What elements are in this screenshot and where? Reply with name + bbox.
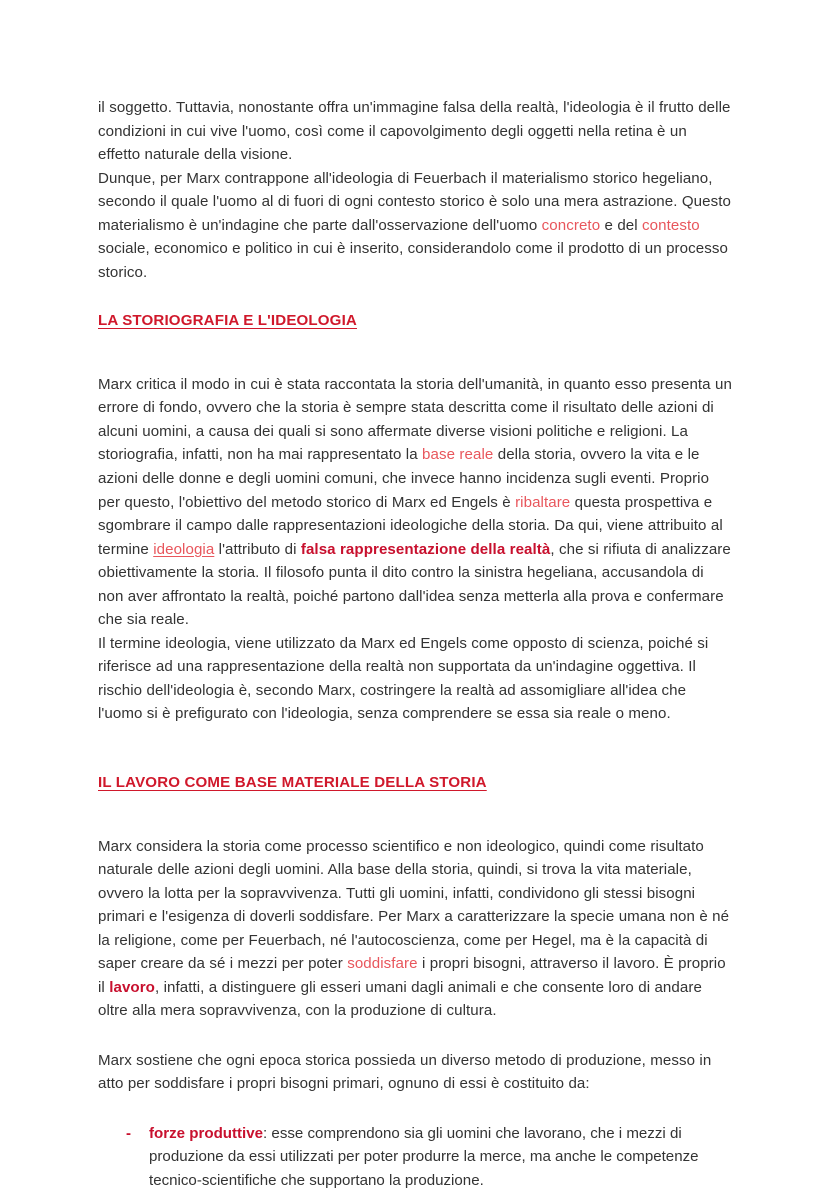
paragraph-intro-run-3: e del [600, 216, 643, 234]
paragraph-storiografia-run-5: , che si rifiuta di analizzare obiettivamente la storia. Il filosofo punta il dito contro la sinistra hegeliana, accusandola di non aver affrontato la realtà, poiché partono dall'idea senza metterla alla prova e confermare che sia reale. [98, 540, 731, 629]
spacer [98, 284, 732, 310]
paragraph-ideologia-scienza: Il termine ideologia, viene utilizzato da Marx ed Engels come opposto di scienza, poiché si riferisce ad una rappresentazione della realtà non supportata da un'indagine oggettiva. Il rischio dell'ideologia è, secondo Marx, costringere la realtà ad assomigliare all'idea che l'uomo si è prefigurato con l'ideologia, senza comprendere se essa sia reale o meno. [98, 634, 709, 723]
paragraph-lavoro-run-1: Marx considera la storia come processo scientifico e non ideologico, quindi come risultato naturale delle azioni degli uomini. Alla base della storia, quindi, si trova la vita materiale, ovvero la lotta per la sopravvivenza. Tutti gli uomini, infatti, condividono gli stessi bisogni primari e l'esigenza di doverli soddisfare. Per Marx a caratterizzare la specie umana non è né la religione, come per Feuerbach, né l'autocoscienza, come per Hegel, ma è la capacità di saper creare da sé i mezzi per poter [98, 837, 730, 973]
paragraph-intro-run-1: il soggetto. Tuttavia, nonostante offra un'immagine falsa della realtà, l'ideologia è il frutto delle condizioni in cui vive l'uomo, così come il capovolgimento degli oggetti nella retina è un effetto naturale della visione. [98, 99, 731, 164]
paragraph-metodo-produzione: Marx sostiene che ogni epoca storica possieda un diverso metodo di produzione, messo in atto per soddisfare i propri bisogni primari, ognuno di essi è costituito da: [98, 1051, 712, 1093]
paragraph-storiografia-run-2: della storia, ovvero la vita e le azioni delle donne e degli uomini comuni, che invece hanno incidenza sugli eventi. Proprio per questo, l'obiettivo del metodo storico di Marx ed Engels è [98, 446, 710, 511]
spacer [98, 1023, 732, 1049]
paragraph-storiografia [98, 373, 732, 632]
list-item-text: : esse comprendono sia gli uomini che lavorano, che i mezzi di produzione da essi utilizzati per poter produrre la merce, ma anche le competenze tecnico-scientifiche che supportano la produzione. [149, 1124, 699, 1189]
dash-bullet-icon: - [126, 1124, 132, 1142]
spacer [98, 795, 732, 835]
list-item-term: forze produttive [149, 1124, 264, 1142]
highlight-concreto: concreto [541, 216, 601, 234]
paragraph-lavoro-run-2: i propri bisogni, attraverso il lavoro. È proprio il [98, 955, 726, 996]
paragraph-lavoro-run-3: , infatti, a distinguere gli esseri umani dagli animali e che consente loro di andare oltre alla mera sopravvivenza, con la produzione di cultura. [98, 978, 702, 1020]
paragraph-intro-run-4: sociale, economico e politico in cui è inserito, considerandolo come il prodotto di un processo storico. [98, 240, 728, 281]
spacer [98, 726, 732, 772]
paragraph-storiografia-run-1: Marx critica il modo in cui è stata raccontata la storia dell'umanità, in quanto esso presenta un errore di fondo, ovvero che la storia è sempre stata descritta come il risultato delle azioni di alcuni uomini, a causa dei quali si sono affermate diverse visioni politiche e religioni. La storiografia, infatti, non ha mai rappresentato la [98, 375, 732, 464]
highlight-base-reale: base reale [422, 446, 494, 464]
highlight-falsa-rappresentazione: falsa rappresentazione della realtà [300, 540, 551, 558]
highlight-soddisfare: soddisfare [347, 955, 418, 973]
highlight-ideologia: ideologia [153, 540, 215, 558]
highlight-contesto: contesto [642, 216, 700, 234]
paragraph-storiografia-run-3: questa prospettiva e sgombrare il campo dalle rappresentazioni ideologiche della storia. Da qui, viene attribuito al termine [98, 493, 723, 558]
paragraph-storiografia-run-4: l'attributo di [214, 540, 301, 558]
spacer [98, 333, 732, 373]
paragraph-intro [98, 96, 732, 284]
highlight-lavoro: lavoro [109, 978, 155, 996]
list-item [98, 1122, 732, 1192]
paragraph-lavoro [98, 835, 732, 1023]
document-body [98, 96, 732, 1192]
spacer [98, 1096, 732, 1122]
section-heading-lavoro: IL LAVORO COME BASE MATERIALE DELLA STORIA [98, 773, 487, 791]
section-heading-storiografia: LA STORIOGRAFIA E L'IDEOLOGIA [98, 312, 357, 330]
highlight-ribaltare: ribaltare [515, 493, 571, 511]
paragraph-intro-run-2: Dunque, per Marx contrappone all'ideologia di Feuerbach il materialismo storico hegeliano, secondo il quale l'uomo al di fuori di ogni contesto storico è solo una mera astrazione. Questo materialismo è un'indagine che parte dall'osservazione dell'uomo [98, 169, 731, 234]
bullet-list [98, 1122, 732, 1192]
